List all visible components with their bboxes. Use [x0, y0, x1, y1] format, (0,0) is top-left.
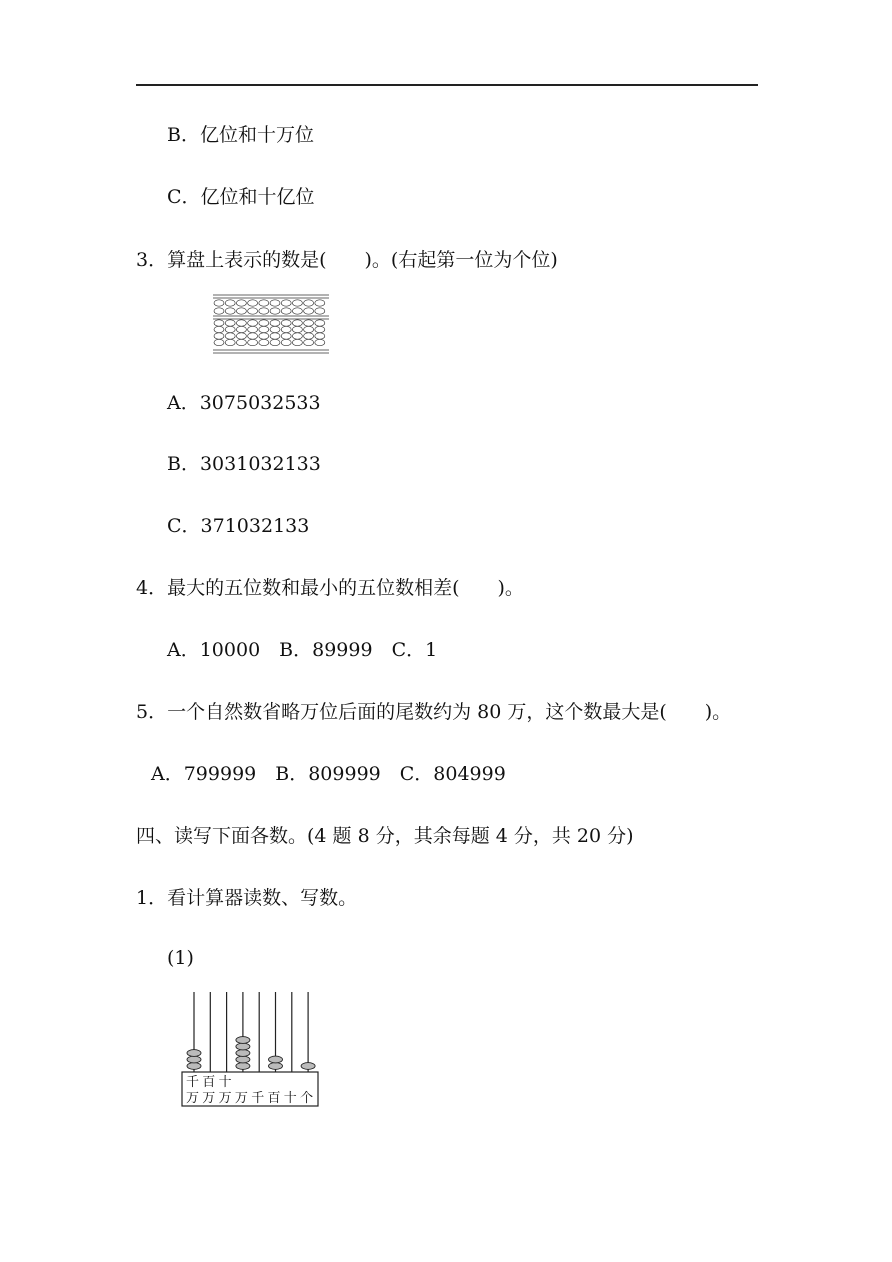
abacus-bead — [315, 308, 325, 314]
counter-bead — [236, 1056, 250, 1063]
abacus-bead — [315, 300, 325, 306]
q4-stem: 4．最大的五位数和最小的五位数相差( )。 — [136, 577, 524, 599]
abacus-bead — [248, 320, 258, 326]
abacus-bead — [304, 300, 314, 306]
abacus-bead — [315, 320, 325, 326]
abacus-bead — [281, 339, 291, 345]
counter-bead — [269, 1063, 283, 1070]
abacus-bead — [270, 308, 280, 314]
counter-label-top: 千 — [186, 1075, 200, 1090]
abacus-bead — [248, 326, 258, 332]
abacus-bead — [292, 308, 302, 314]
abacus-bead — [236, 339, 246, 345]
counter-bead — [236, 1037, 250, 1044]
abacus-bead — [281, 320, 291, 326]
section4-q1-sub: (1) — [167, 947, 194, 969]
counting-frame — [180, 988, 322, 1110]
counter-label-bottom: 万 — [218, 1091, 232, 1106]
abacus-bead — [259, 300, 269, 306]
section4-heading: 四、读写下面各数。(4 题 8 分，其余每题 4 分，共 20 分) — [136, 825, 634, 847]
abacus-bead — [270, 300, 280, 306]
abacus-bead — [259, 326, 269, 332]
abacus-bead — [248, 308, 258, 314]
abacus-bead — [248, 333, 258, 339]
counter-label-top: 百 — [202, 1075, 216, 1090]
abacus-bead — [304, 339, 314, 345]
abacus-bead — [236, 300, 246, 306]
abacus-bead — [225, 326, 235, 332]
counter-bead — [236, 1063, 250, 1070]
abacus-bead — [304, 326, 314, 332]
counter-label-bottom: 万 — [186, 1091, 200, 1106]
abacus-bead — [315, 326, 325, 332]
abacus-bead — [270, 320, 280, 326]
abacus-bead — [214, 333, 224, 339]
q4-options: A．10000 B．89999 C．1 — [167, 639, 438, 661]
q3-option-c: C．371032133 — [167, 515, 310, 537]
abacus-bead — [236, 320, 246, 326]
abacus-bead — [214, 339, 224, 345]
header-rule — [136, 84, 758, 86]
abacus-bead — [248, 300, 258, 306]
q3-option-b: B．3031032133 — [167, 453, 321, 475]
abacus-bead — [281, 333, 291, 339]
counter-label-bottom: 十 — [283, 1091, 297, 1106]
q3-stem: 3．算盘上表示的数是( )。(右起第一位为个位) — [136, 249, 558, 271]
abacus-bead — [214, 308, 224, 314]
q2-option-b: B．亿位和十万位 — [167, 124, 314, 146]
abacus-bead — [292, 339, 302, 345]
counter-label-bottom: 个 — [300, 1091, 314, 1106]
abacus-bead — [304, 308, 314, 314]
abacus-bead — [270, 326, 280, 332]
counter-label-top: 十 — [218, 1075, 232, 1090]
q3-option-a: A．3075032533 — [167, 392, 321, 414]
counter-bead — [187, 1056, 201, 1063]
abacus-bead — [259, 320, 269, 326]
q2-option-c: C．亿位和十亿位 — [167, 186, 315, 208]
counter-label-bottom: 万 — [234, 1091, 248, 1106]
counter-bead — [269, 1056, 283, 1063]
section4-q1-stem: 1．看计算器读数、写数。 — [136, 887, 358, 909]
abacus-bead — [292, 326, 302, 332]
abacus-bead — [259, 339, 269, 345]
abacus-bead — [236, 308, 246, 314]
abacus-bead — [292, 300, 302, 306]
q5-options: A．799999 B．809999 C．804999 — [151, 763, 506, 785]
counter-bead — [187, 1050, 201, 1057]
abacus-bead — [214, 326, 224, 332]
abacus-bead — [281, 326, 291, 332]
counter-bead — [236, 1050, 250, 1057]
abacus-bead — [259, 308, 269, 314]
abacus-bead — [292, 333, 302, 339]
abacus-bead — [214, 300, 224, 306]
abacus-bead — [236, 326, 246, 332]
abacus-bead — [225, 300, 235, 306]
abacus-bead — [315, 333, 325, 339]
counter-label-bottom: 百 — [267, 1091, 281, 1106]
counter-bead — [301, 1063, 315, 1070]
q5-stem: 5．一个自然数省略万位后面的尾数约为 80 万，这个数最大是( )。 — [136, 701, 732, 723]
abacus-bead — [225, 333, 235, 339]
abacus-bead — [225, 339, 235, 345]
abacus-bead — [214, 320, 224, 326]
abacus-bead — [304, 333, 314, 339]
abacus-bead — [281, 300, 291, 306]
abacus-bead — [225, 320, 235, 326]
abacus-bead — [236, 333, 246, 339]
abacus-bead — [248, 339, 258, 345]
abacus-bead — [315, 339, 325, 345]
abacus-bead — [270, 339, 280, 345]
abacus-bead — [281, 308, 291, 314]
counter-bead — [236, 1043, 250, 1050]
abacus-bead — [304, 320, 314, 326]
counter-bead — [187, 1063, 201, 1070]
counter-label-bottom: 万 — [202, 1091, 216, 1106]
abacus-bead — [292, 320, 302, 326]
abacus-bead — [270, 333, 280, 339]
abacus-bead — [259, 333, 269, 339]
abacus-bead — [225, 308, 235, 314]
counter-label-bottom: 千 — [251, 1091, 265, 1106]
abacus-icon — [213, 292, 329, 356]
